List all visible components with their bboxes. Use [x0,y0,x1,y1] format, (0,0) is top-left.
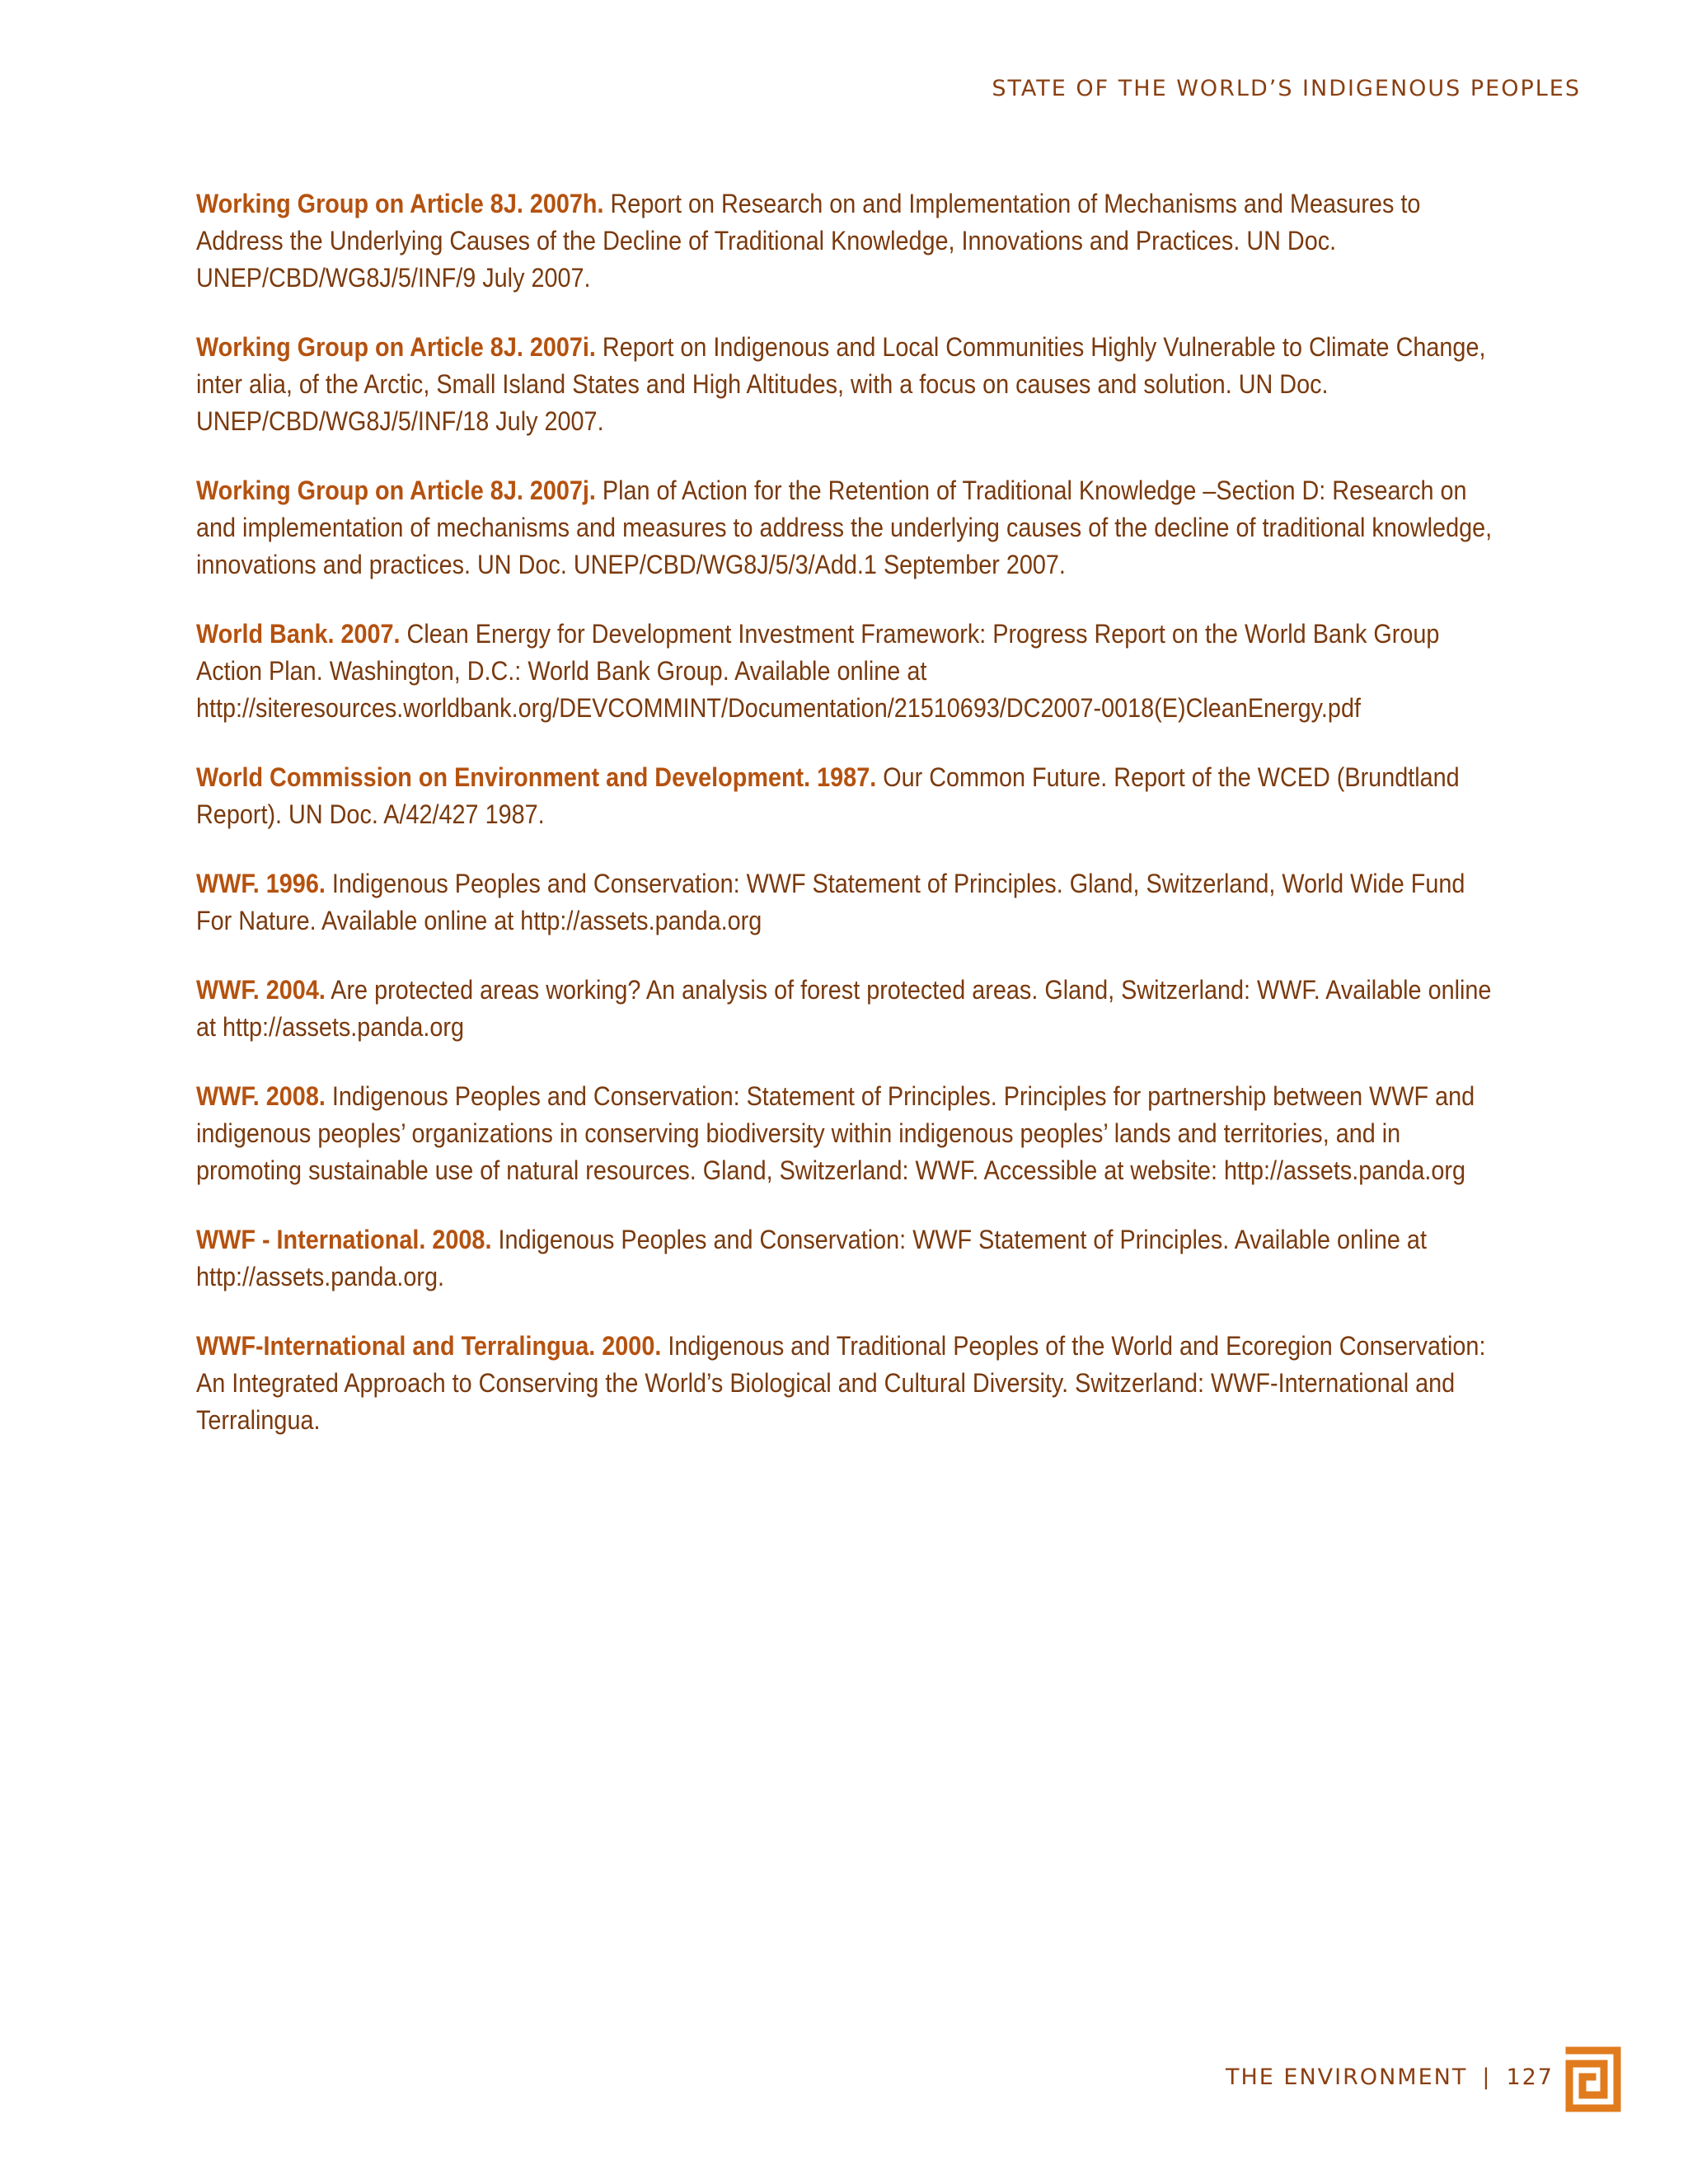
reference-entry [196,1078,1497,1189]
reference-text: Our Common Future. Report of the WCED (Brundtland Report). UN Doc. A/42/427 1987. [196,762,1460,829]
reference-text: Indigenous and Traditional Peoples of the World and Ecoregion Conservation: An Integrated Approach to Conserving the World’s Biological and Cultural Diversity. Switzerland: WWF-International and Terralingua. [196,1331,1486,1435]
reference-text: Are protected areas working? An analysis of forest protected areas. Gland, Switzerland: WWF. Available online at http://assets.panda.org [196,975,1492,1042]
reference-list [196,185,1498,1471]
reference-entry [196,616,1497,727]
reference-text: Indigenous Peoples and Conservation: Statement of Principles. Principles for partnership between WWF and indigenous peoples’ organizations in conserving biodiversity within indigenous peoples’ lands and territories, and in promoting sustainable use of natural resources. Gland, Switzerland: WWF. Accessible at website: http://assets.panda.org [196,1081,1475,1185]
reference-text: Clean Energy for Development Investment Framework: Progress Report on the World Bank Group Action Plan. Washington, D.C.: World Bank Group. Available online at http://siteresources.worldbank.org/DEVCOMMINT/Documentation/21510693/DC2007-0018(E)CleanEnergy.pdf [196,619,1440,723]
running-header: STATE OF THE WORLD’S INDIGENOUS PEOPLES [992,76,1581,101]
reference-author: Working Group on Article 8J. 2007i. [196,332,596,362]
reference-entry [196,759,1497,833]
reference-author: WWF - International. 2008. [196,1225,492,1254]
reference-entry [196,1328,1497,1439]
reference-author: WWF-International and Terralingua. 2000. [196,1331,662,1361]
page-footer [1226,2064,1554,2090]
reference-entry [196,329,1497,440]
reference-text: Indigenous Peoples and Conservation: WWF Statement of Principles. Gland, Switzerland, World Wide Fund For Nature. Available online at http://assets.panda.org [196,869,1465,935]
footer-separator: | [1482,2064,1492,2090]
reference-entry [196,185,1497,297]
reference-text: Indigenous Peoples and Conservation: WWF Statement of Principles. Available online at http://assets.panda.org. [196,1225,1427,1291]
reference-author: Working Group on Article 8J. 2007h. [196,189,604,218]
reference-author: WWF. 2008. [196,1081,326,1111]
reference-author: World Bank. 2007. [196,619,401,649]
reference-entry [196,472,1497,583]
reference-author: World Commission on Environment and Development. 1987. [196,762,877,792]
reference-entry [196,1221,1497,1296]
greek-key-spiral-icon [1564,2046,1622,2113]
reference-author: WWF. 1996. [196,869,326,898]
reference-entry [196,865,1497,940]
reference-text: Report on Research on and Implementation of Mechanisms and Measures to Address the Underlying Causes of the Decline of Traditional Knowledge, Innovations and Practices. UN Doc. UNEP/CBD/WG8J/5/INF/9 July 2007. [196,189,1421,293]
reference-text: Plan of Action for the Retention of Traditional Knowledge –Section D: Research on and implementation of mechanisms and measures to address the underlying causes of the decline of traditional knowledge, innovations and practices. UN Doc. UNEP/CBD/WG8J/5/3/Add.1 September 2007. [196,476,1493,579]
reference-author: Working Group on Article 8J. 2007j. [196,476,596,505]
page-number: 127 [1506,2064,1554,2090]
reference-text: Report on Indigenous and Local Communities Highly Vulnerable to Climate Change, inter alia, of the Arctic, Small Island States and High Altitudes, with a focus on causes and solution. UN Doc. UNEP/CBD/WG8J/5/INF/18 July 2007. [196,332,1486,436]
reference-author: WWF. 2004. [196,975,326,1005]
footer-section-title: THE ENVIRONMENT [1225,2064,1468,2090]
reference-entry [196,972,1497,1046]
